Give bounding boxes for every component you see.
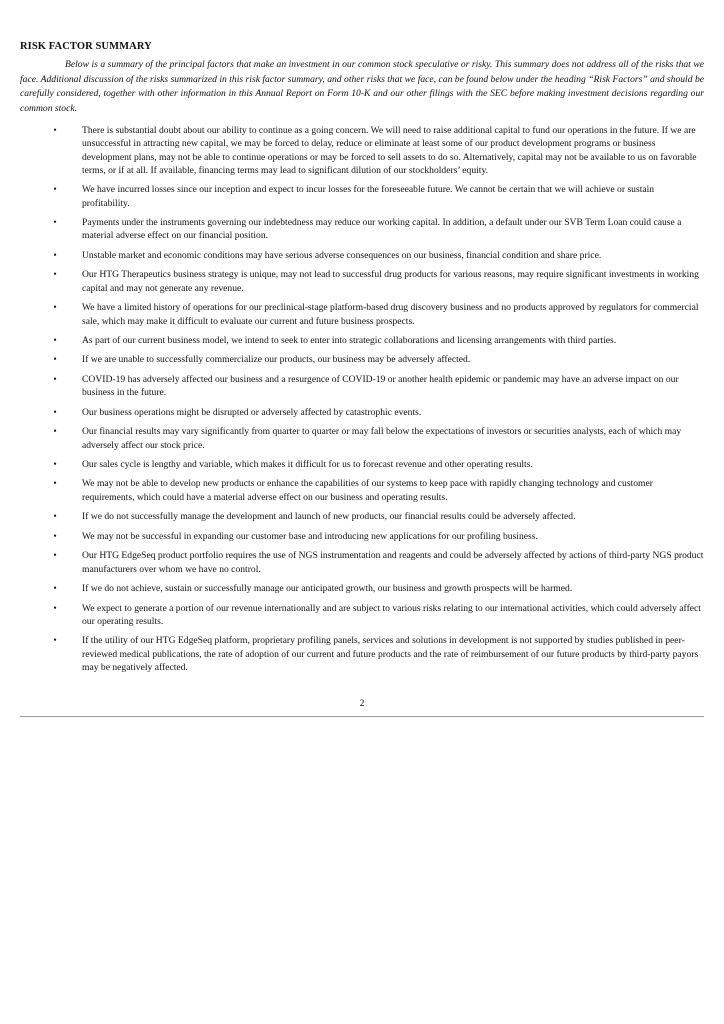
bullet-icon: • [53,302,57,314]
list-item [20,268,704,295]
risk-text: Our sales cycle is lengthy and variable, which makes it difficult for us to forecast revenue and other operating results. [82,459,533,470]
list-item [20,425,704,452]
risk-text: We have a limited history of operations for our preclinical-stage platform-based drug discovery business and no products approved by regulators for commercial sale, which may make it difficult to evaluate our current and future business prospects. [82,302,699,327]
risk-text: There is substantial doubt about our ability to continue as a going concern. We will need to raise additional capital to fund our operations in the future. If we are unsuccessful in attracting new capital, we may be forced to delay, reduce or eliminate at least some of our product development programs or business development plans, may not be able to continue operations or may be forced to sell assets to do so. Alternatively, capital may not be available to us on favorable terms, or if at all. If available, financing terms may lead to significant dilution of our stockholders’ equity. [82,125,697,176]
bullet-icon: • [53,550,57,562]
risk-text: We expect to generate a portion of our revenue internationally and are subject to various risks relating to our international activities, which could adversely affect our operating results. [82,602,701,627]
bullet-icon: • [53,125,57,136]
risk-list [20,124,704,674]
bullet-icon: • [53,511,57,523]
bullet-icon: • [53,602,57,614]
list-item [20,510,704,523]
list-item [20,458,704,471]
list-item [20,406,704,419]
risk-text: If we are unable to successfully commercialize our products, our business may be adversely affected. [82,354,471,366]
bullet-icon: • [53,406,57,418]
bullet-icon: • [53,530,57,542]
list-item [20,334,704,347]
page-divider [20,716,704,717]
section-heading: RISK FACTOR SUMMARY [20,41,152,52]
risk-text: We may not be able to develop new products or enhance the capabilities of our systems to keep pace with rapidly changing technology and customer requirements, which could have a material adverse effect on our business and operating results. [82,478,653,503]
list-item [20,477,704,504]
list-item [20,373,704,400]
risk-text: We may not be successful in expanding our customer base and introducing new applications for our profiling business. [82,530,538,542]
list-item [20,530,704,543]
bullet-icon: • [53,373,57,385]
intro-paragraph: Below is a summary of the principal factors that make an investment in our common stock speculative or risky. This summary does not address all of the risks that we face. Additional discussion of the risks summarized in this risk factor summary, and other risks that we face, can be found below under the heading “Risk Factors” and should be carefully considered, together with other information in this Annual Report on Form 10-K and our other filings with the SEC before making investment decisions regarding our common stock. [20,59,704,114]
risk-text: We have incurred losses since our inception and expect to incur losses for the foreseeable future. We cannot be certain that we will achieve or sustain profitability. [82,184,655,209]
bullet-icon: • [53,249,57,261]
risk-text: Payments under the instruments governing our indebtedness may reduce our working capital. In addition, a default under our SVB Term Loan could cause a material adverse effect on our financial position. [82,217,682,242]
risk-text: If the utility of our HTG EdgeSeq platform, proprietary profiling panels, services and solutions in development is not supported by studies published in peer-reviewed medical publications, the rate of adoption of our current and future products and the rate of reimbursement of our future products by third-party payors may be negatively affected. [82,635,699,673]
risk-text: Our financial results may vary significantly from quarter to quarter or may fall below the expectations of investors or securities analysts, each of which may adversely affect our stock price. [82,426,682,451]
bullet-icon: • [53,635,57,647]
list-item [20,549,704,576]
risk-text: If we do not successfully manage the development and launch of new products, our financial results could be adversely affected. [82,511,576,523]
risk-text: As part of our current business model, we intend to seek to enter into strategic collaborations and licensing arrangements with third parties. [82,334,617,346]
risk-text: Our HTG Therapeutics business strategy is unique, may not lead to successful drug products for various reasons, may require significant investments in working capital and may not generate any revenue. [82,269,699,294]
bullet-icon: • [53,583,57,595]
risk-text: COVID-19 has adversely affected our business and a resurgence of COVID-19 or another health epidemic or pandemic may have an adverse impact on our business in the future. [82,373,679,399]
list-item [20,249,704,262]
list-item [20,124,704,177]
risk-text: If we do not achieve, sustain or successfully manage our anticipated growth, our business and growth prospects will be harmed. [82,583,573,595]
bullet-icon: • [53,354,57,366]
bullet-icon: • [53,184,57,196]
risk-text: Unstable market and economic conditions may have serious adverse consequences on our business, financial condition and share price. [82,249,602,261]
bullet-icon: • [53,217,57,229]
list-item [20,301,704,328]
document-page [20,40,704,680]
bullet-icon: • [53,334,57,346]
list-item [20,634,704,674]
bullet-icon: • [53,269,57,281]
list-item [20,353,704,366]
bullet-icon: • [53,478,57,490]
risk-text: Our business operations might be disrupted or adversely affected by catastrophic events. [82,406,422,418]
list-item [20,602,704,629]
list-item [20,582,704,595]
list-item [20,216,704,243]
list-item [20,183,704,210]
risk-text: Our HTG EdgeSeq product portfolio requires the use of NGS instrumentation and reagents and could be adversely affected by actions of third-party NGS product manufacturers over whom we have no control. [82,550,704,575]
page-number: 2 [359,698,365,709]
bullet-icon: • [53,459,57,470]
bullet-icon: • [53,426,57,438]
